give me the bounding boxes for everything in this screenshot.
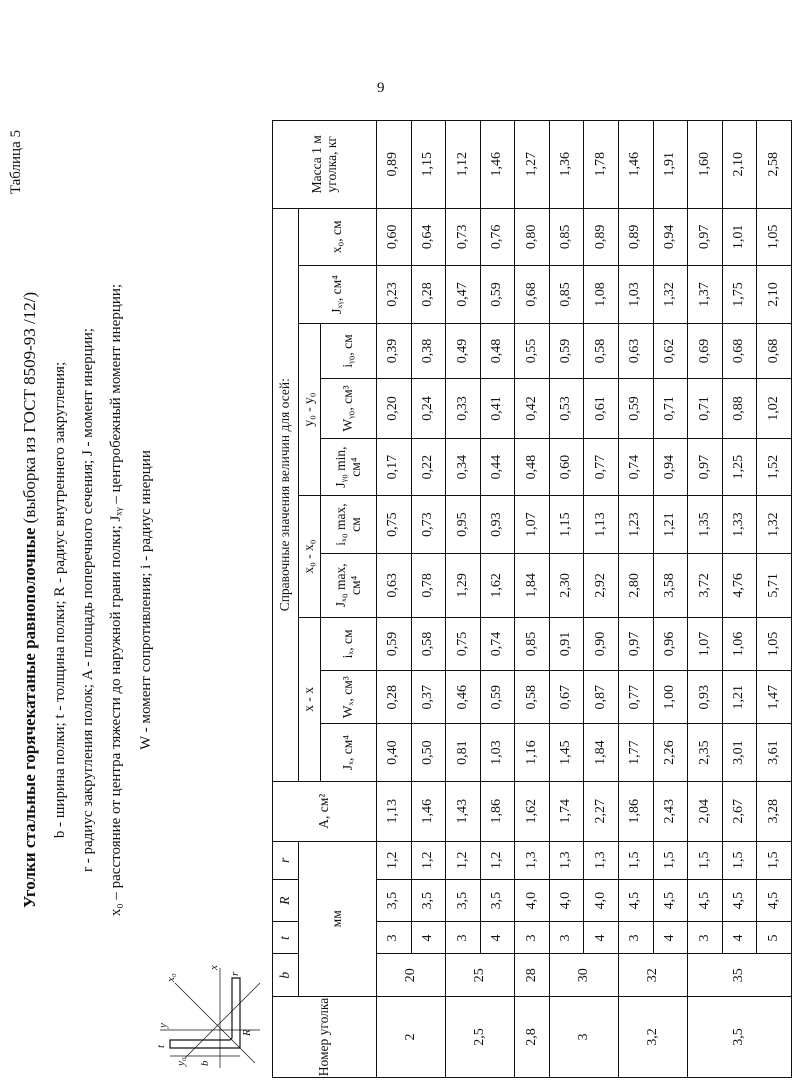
table-cell: 1,52 [757,438,792,496]
table-cell: 0,93 [480,496,515,554]
table-row [515,121,550,1078]
table-cell: 0,59 [480,266,515,324]
flange-width-cell: 35 [688,954,792,997]
header-mm: мм [299,841,377,997]
angle-properties-table [272,120,792,1078]
table-row [757,121,792,1078]
table-cell: 1,32 [653,266,688,324]
table-cell: 3,61 [757,724,792,782]
angle-number-cell: 3 [549,997,618,1078]
table-row [619,121,654,1078]
table-cell: 2,26 [653,724,688,782]
table-cell: 1,91 [653,121,688,209]
table-cell: 0,33 [446,379,481,439]
table-cell: 1,84 [584,724,619,782]
table-cell: 1,62 [480,553,515,617]
flange-width-cell: 32 [619,954,688,997]
table-cell: 4 [411,922,446,954]
table-cell: 0,47 [446,266,481,324]
header-iy0: iᵧ₀, см [321,323,377,378]
table-cell: 0,68 [515,266,550,324]
table-cell: 2,92 [584,553,619,617]
table-cell: 0,59 [377,617,412,670]
table-cell: 4,5 [757,879,792,922]
header-mass: Масса 1 м уголка, кг [273,121,377,209]
angle-number-cell: 3,2 [619,997,688,1078]
table-cell: 0,28 [377,671,412,724]
x0-axis-line [175,983,255,1063]
table-tag: Таблица 5 [8,130,24,195]
table-row [549,121,584,1078]
table-cell: 0,73 [446,208,481,266]
table-cell: 0,91 [549,617,584,670]
header-Jxy: Jₓᵧ, см⁴ [299,266,377,324]
header-Wy0: Wᵧ₀, см³ [321,379,377,439]
table-cell: 0,71 [688,379,723,439]
page-number: 9 [377,80,385,96]
table-cell: 0,85 [549,266,584,324]
table-cell: 2,80 [619,553,654,617]
table-cell: 0,95 [446,496,481,554]
table-cell: 0,39 [377,323,412,378]
table-cell: 1,07 [688,617,723,670]
table-cell: 1,21 [653,496,688,554]
table-cell: 1,15 [549,496,584,554]
table-cell: 1,03 [480,724,515,782]
header-t: t [273,922,299,954]
table-cell: 1,3 [515,841,550,879]
table-cell: 1,60 [688,121,723,209]
table-cell: 0,22 [411,438,446,496]
y0-axis-line [185,983,260,1058]
table-row [411,121,446,1078]
header-xx: x - x [299,617,321,781]
table-cell: 1,2 [411,841,446,879]
table-cell: 0,48 [480,323,515,378]
table-cell: 3 [377,922,412,954]
table-cell: 1,27 [515,121,550,209]
table-cell: 1,13 [584,496,619,554]
table-cell: 4 [653,922,688,954]
table-cell: 1,5 [688,841,723,879]
table-cell: 1,33 [722,496,757,554]
table-cell: 4,0 [549,879,584,922]
label-t: t [155,1044,167,1048]
table-cell: 0,34 [446,438,481,496]
angle-number-cell: 2 [377,997,446,1078]
table-cell: 1,23 [619,496,654,554]
title-rest: (выборка из ГОСТ 8509-93 /12/) [20,291,39,528]
table-cell: 4 [480,922,515,954]
angle-number-cell: 2,5 [446,997,515,1078]
table-cell: 1,86 [480,781,515,841]
table-cell: 3 [619,922,654,954]
table-cell: 4,0 [584,879,619,922]
table-cell: 0,94 [653,208,688,266]
table-cell: 2,27 [584,781,619,841]
table-cell: 3,28 [757,781,792,841]
table-cell: 1,43 [446,781,481,841]
table-cell: 2,10 [722,121,757,209]
flange-width-cell: 25 [446,954,515,997]
header-b: b [273,954,299,997]
table-cell: 2,67 [722,781,757,841]
table-cell: 0,50 [411,724,446,782]
table-cell: 1,46 [411,781,446,841]
header-Jx: Jₓ, см⁴ [321,724,377,782]
table-cell: 0,46 [446,671,481,724]
table-cell: 2,35 [688,724,723,782]
table-cell: 1,13 [377,781,412,841]
header-x0: x₀, см [299,208,377,266]
table-cell: 3 [688,922,723,954]
table-cell: 2,43 [653,781,688,841]
table-row [446,121,481,1078]
table-cell: 1,46 [619,121,654,209]
table-cell: 2,30 [549,553,584,617]
table-cell: 0,68 [757,323,792,378]
table-cell: 4,5 [653,879,688,922]
table-row [480,121,515,1078]
table-cell: 4,76 [722,553,757,617]
table-cell: 0,20 [377,379,412,439]
table-cell: 0,85 [549,208,584,266]
table-cell: 0,64 [411,208,446,266]
table-cell: 0,48 [515,438,550,496]
table-cell: 0,42 [515,379,550,439]
table-cell: 0,77 [584,438,619,496]
table-row [377,121,412,1078]
table-cell: 0,44 [480,438,515,496]
label-r: r [229,971,241,976]
table-cell: 1,12 [446,121,481,209]
table-cell: 1,16 [515,724,550,782]
table-row [584,121,619,1078]
table-cell: 1,84 [515,553,550,617]
table-cell: 1,2 [377,841,412,879]
table-cell: 1,2 [446,841,481,879]
table-cell: 1,5 [722,841,757,879]
table-cell: 0,59 [619,379,654,439]
table-cell: 1,78 [584,121,619,209]
table-cell: 0,89 [584,208,619,266]
table-cell: 1,45 [549,724,584,782]
table-cell: 0,97 [688,438,723,496]
table-row [653,121,688,1078]
table-cell: 1,3 [549,841,584,879]
table-cell: 0,75 [377,496,412,554]
angle-number-cell: 3,5 [688,997,792,1078]
header-num: Номер уголка [273,997,377,1078]
header-y0y0: y₀ - y₀ [299,323,321,496]
table-cell: 1,75 [722,266,757,324]
header-R: R [273,879,299,922]
table-cell: 0,58 [584,323,619,378]
legend-line-2: r - радиус закругления полок; A - площадь поперечного сечения; J - момент инерции; [80,328,96,872]
table-cell: 5,71 [757,553,792,617]
table-cell: 1,86 [619,781,654,841]
table-cell: 4 [722,922,757,954]
table-title [20,120,40,1080]
table-cell: 3,58 [653,553,688,617]
table-cell: 0,76 [480,208,515,266]
flange-width-cell: 30 [549,954,618,997]
table-cell: 1,46 [480,121,515,209]
header-Jx0: Jₓ₀ max, см⁴ [321,553,377,617]
table-cell: 0,73 [411,496,446,554]
table-cell: 0,24 [411,379,446,439]
table-cell: 0,49 [446,323,481,378]
table-cell: 0,87 [584,671,619,724]
table-cell: 1,2 [480,841,515,879]
table-cell: 1,36 [549,121,584,209]
table-cell: 0,89 [619,208,654,266]
flange-width-cell: 28 [515,954,550,997]
table-cell: 0,71 [653,379,688,439]
rotated-page-content [0,120,794,1080]
angle-number-cell: 2,8 [515,997,550,1078]
table-cell: 4 [584,922,619,954]
table-cell: 0,61 [584,379,619,439]
table-cell: 0,41 [480,379,515,439]
table-cell: 1,5 [757,841,792,879]
table-cell: 1,35 [688,496,723,554]
table-cell: 0,97 [619,617,654,670]
table-cell: 1,03 [619,266,654,324]
table-cell: 1,3 [584,841,619,879]
angle-section-diagram [150,958,270,1078]
header-ix0: iₓ₀ max, см [321,496,377,554]
table-cell: 0,94 [653,438,688,496]
table-cell: 1,5 [653,841,688,879]
table-cell: 0,63 [377,553,412,617]
table-cell: 0,40 [377,724,412,782]
table-cell: 0,38 [411,323,446,378]
table-cell: 0,97 [688,208,723,266]
table-cell: 0,67 [549,671,584,724]
table-cell: 0,55 [515,323,550,378]
table-cell: 0,75 [446,617,481,670]
table-cell: 3,01 [722,724,757,782]
table-cell: 1,00 [653,671,688,724]
table-cell: 0,78 [411,553,446,617]
table-cell: 0,63 [619,323,654,378]
table-cell: 3,72 [688,553,723,617]
table-cell: 1,07 [515,496,550,554]
table-cell: 0,68 [722,323,757,378]
table-cell: 0,60 [377,208,412,266]
legend-line-3: x₀ – расстояние от центра тяжести до наружной грани полки; Jₓᵧ – центробежный момент инерции; [108,283,124,917]
table-cell: 0,89 [377,121,412,209]
table-cell: 4,0 [515,879,550,922]
table-cell: 0,28 [411,266,446,324]
table-cell: 1,02 [757,379,792,439]
table-cell: 1,74 [549,781,584,841]
header-r: r [273,841,299,879]
table-cell: 1,21 [722,671,757,724]
table-cell: 0,53 [549,379,584,439]
title-bold: Уголки стальные горячекатаные равнополочные [20,527,39,909]
table-cell: 3 [446,922,481,954]
table-cell: 3,5 [480,879,515,922]
table-cell: 0,69 [688,323,723,378]
table-cell: 1,5 [619,841,654,879]
table-cell: 2,58 [757,121,792,209]
table-cell: 2,10 [757,266,792,324]
header-ix: iₓ, см [321,617,377,670]
table-cell: 1,05 [757,208,792,266]
header-area: A, см² [273,781,377,841]
table-cell: 0,90 [584,617,619,670]
table-cell: 0,62 [653,323,688,378]
table-cell: 0,88 [722,379,757,439]
flange-width-cell: 20 [377,954,446,997]
table-cell: 0,96 [653,617,688,670]
table-cell: 0,59 [549,323,584,378]
table-cell: 0,85 [515,617,550,670]
table-cell: 1,32 [757,496,792,554]
table-cell: 0,77 [619,671,654,724]
table-cell: 1,08 [584,266,619,324]
table-cell: 4,5 [722,879,757,922]
table-row [722,121,757,1078]
table-cell: 1,47 [757,671,792,724]
table-cell: 3,5 [446,879,481,922]
table-cell: 0,81 [446,724,481,782]
table-cell: 1,62 [515,781,550,841]
table-cell: 0,74 [480,617,515,670]
table-cell: 3,5 [377,879,412,922]
label-b: b [199,1060,211,1066]
table-cell: 0,74 [619,438,654,496]
table-cell: 5 [757,922,792,954]
table-cell: 0,59 [480,671,515,724]
header-x0x0: x₀ - x₀ [299,496,321,617]
table-cell: 4,5 [688,879,723,922]
label-R: R [241,1029,253,1036]
table-body [377,121,792,1078]
legend-line-1: b - ширина полки; t - толщина полки; R - радиус внутреннего закругления; [52,361,68,839]
header-Wx: Wₓ, см³ [321,671,377,724]
table-cell: 3,5 [411,879,446,922]
table-cell: 2,04 [688,781,723,841]
table-cell: 1,05 [757,617,792,670]
label-y0: y₀ [175,1057,187,1066]
table-cell: 0,58 [515,671,550,724]
header-reference: Справочные значения величин для осей: [273,208,299,781]
table-cell: 0,17 [377,438,412,496]
table-cell: 1,77 [619,724,654,782]
label-x: x [208,965,220,970]
table-cell: 1,29 [446,553,481,617]
table-cell: 0,37 [411,671,446,724]
table-cell: 1,06 [722,617,757,670]
label-x0: x₀ [165,973,177,982]
header-Jy0: Jᵧ₀ min, см⁴ [321,438,377,496]
table-row [688,121,723,1078]
table-cell: 0,93 [688,671,723,724]
legend-line-4: W - момент сопротивления; i - радиус инерции [138,450,154,750]
table-cell: 3 [515,922,550,954]
table-cell: 0,58 [411,617,446,670]
table-cell: 0,60 [549,438,584,496]
table-cell: 0,80 [515,208,550,266]
table-cell: 1,01 [722,208,757,266]
table-cell: 1,25 [722,438,757,496]
table-cell: 1,37 [688,266,723,324]
table-cell: 4,5 [619,879,654,922]
table-cell: 0,23 [377,266,412,324]
table-cell: 1,15 [411,121,446,209]
table-cell: 3 [549,922,584,954]
label-y: y [157,1023,169,1028]
